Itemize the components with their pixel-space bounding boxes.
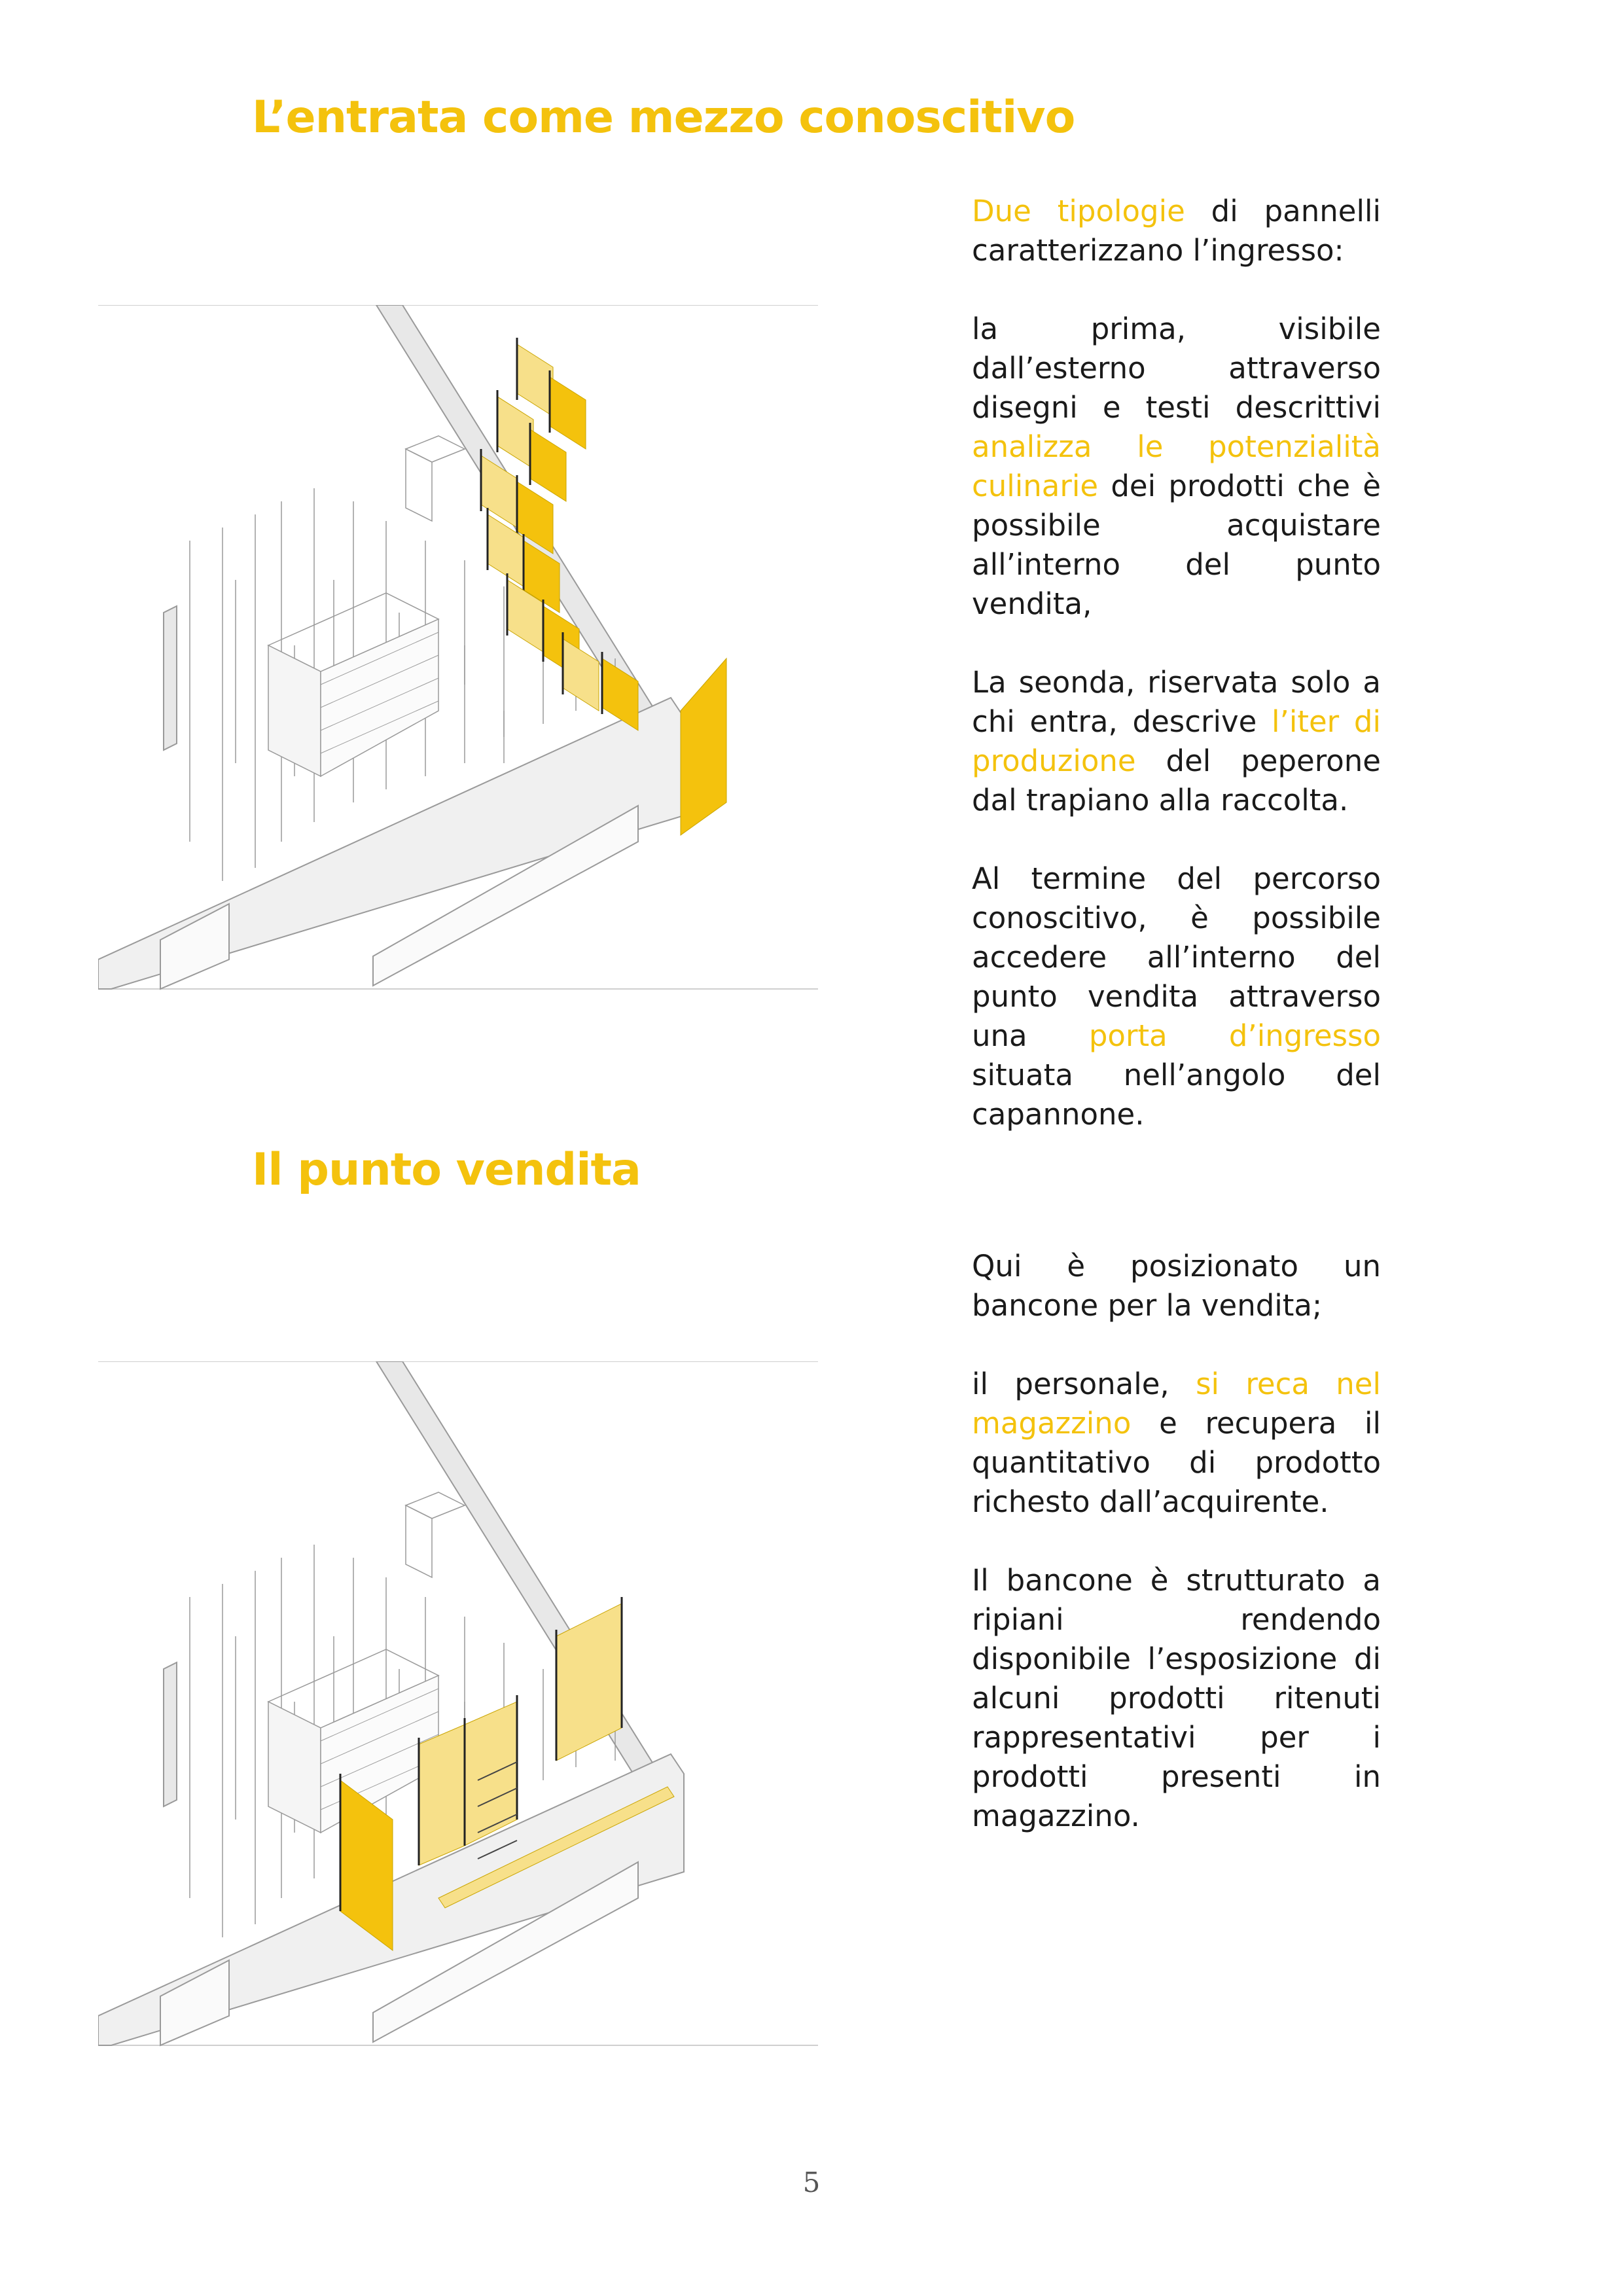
body-text: dei prodotti che è possibile acquistare all’interno del punto vendita, bbox=[972, 469, 1381, 621]
axonometric-shop-drawing bbox=[98, 1361, 818, 2049]
paragraph bbox=[972, 663, 1381, 820]
paragraph bbox=[972, 1365, 1381, 1522]
section-heading-entrance: L’entrata come mezzo conoscitivo bbox=[252, 92, 1075, 143]
highlighted-text: Due tipologie bbox=[972, 194, 1185, 228]
info-panel bbox=[530, 429, 566, 501]
body-text: di pannelli caratterizzano l’ingresso: bbox=[972, 194, 1381, 268]
paragraph bbox=[972, 1561, 1381, 1836]
body-text: il personale, bbox=[972, 1367, 1196, 1401]
body-text: la prima, visibile dall’esterno attraverso disegni e testi descrittivi bbox=[972, 312, 1381, 425]
body-text: Al termine del percorso conoscitivo, è possibile accedere all’interno del punto vendita attraverso una bbox=[972, 861, 1381, 1053]
page-number: 5 bbox=[802, 2166, 821, 2198]
body-text: Il bancone è strutturato a ripiani rendendo disponibile l’esposizione di alcuni prodotti ritenuti rappresentativi per i prodotti presenti in magazzino. bbox=[972, 1563, 1381, 1833]
section-heading-shop: Il punto vendita bbox=[252, 1144, 641, 1196]
paragraph bbox=[972, 1247, 1381, 1325]
display-panel bbox=[419, 1725, 465, 1865]
body-text: La seonda, riservata solo a chi entra, descrive bbox=[972, 665, 1381, 739]
body-text: e recupera il quantitativo di prodotto richesto dall’acquirente. bbox=[972, 1406, 1381, 1519]
cabinet-side bbox=[406, 1505, 432, 1577]
pillar bbox=[164, 1662, 177, 1806]
paragraph bbox=[972, 859, 1381, 1134]
body-text: Qui è posizionato un bancone per la vendita; bbox=[972, 1249, 1381, 1323]
pillar bbox=[164, 606, 177, 750]
shop-description bbox=[972, 1247, 1381, 1875]
entrance-description bbox=[972, 192, 1381, 1174]
info-panel bbox=[550, 377, 586, 449]
info-panel bbox=[497, 397, 533, 469]
cabinet-side bbox=[406, 449, 432, 521]
cabinet-top bbox=[406, 1492, 465, 1518]
counter-front bbox=[321, 619, 438, 776]
paragraph bbox=[972, 192, 1381, 270]
highlighted-text: porta d’ingresso bbox=[1088, 1018, 1381, 1053]
highlighted-text: analizza le potenzialità culinarie bbox=[972, 429, 1381, 503]
body-text: situata nell’angolo del capannone. bbox=[972, 1058, 1381, 1132]
counter-side bbox=[268, 645, 321, 776]
highlighted-text: l’iter di produzione bbox=[972, 704, 1381, 778]
info-panel bbox=[517, 344, 553, 416]
highlighted-text: si reca nel magazzino bbox=[972, 1367, 1381, 1441]
axonometric-entrance-drawing bbox=[98, 305, 818, 992]
info-panel bbox=[681, 658, 726, 835]
cabinet-top bbox=[406, 436, 465, 462]
counter-side bbox=[268, 1702, 321, 1833]
body-text: del peperone dal trapiano alla raccolta. bbox=[972, 744, 1381, 817]
paragraph bbox=[972, 310, 1381, 624]
